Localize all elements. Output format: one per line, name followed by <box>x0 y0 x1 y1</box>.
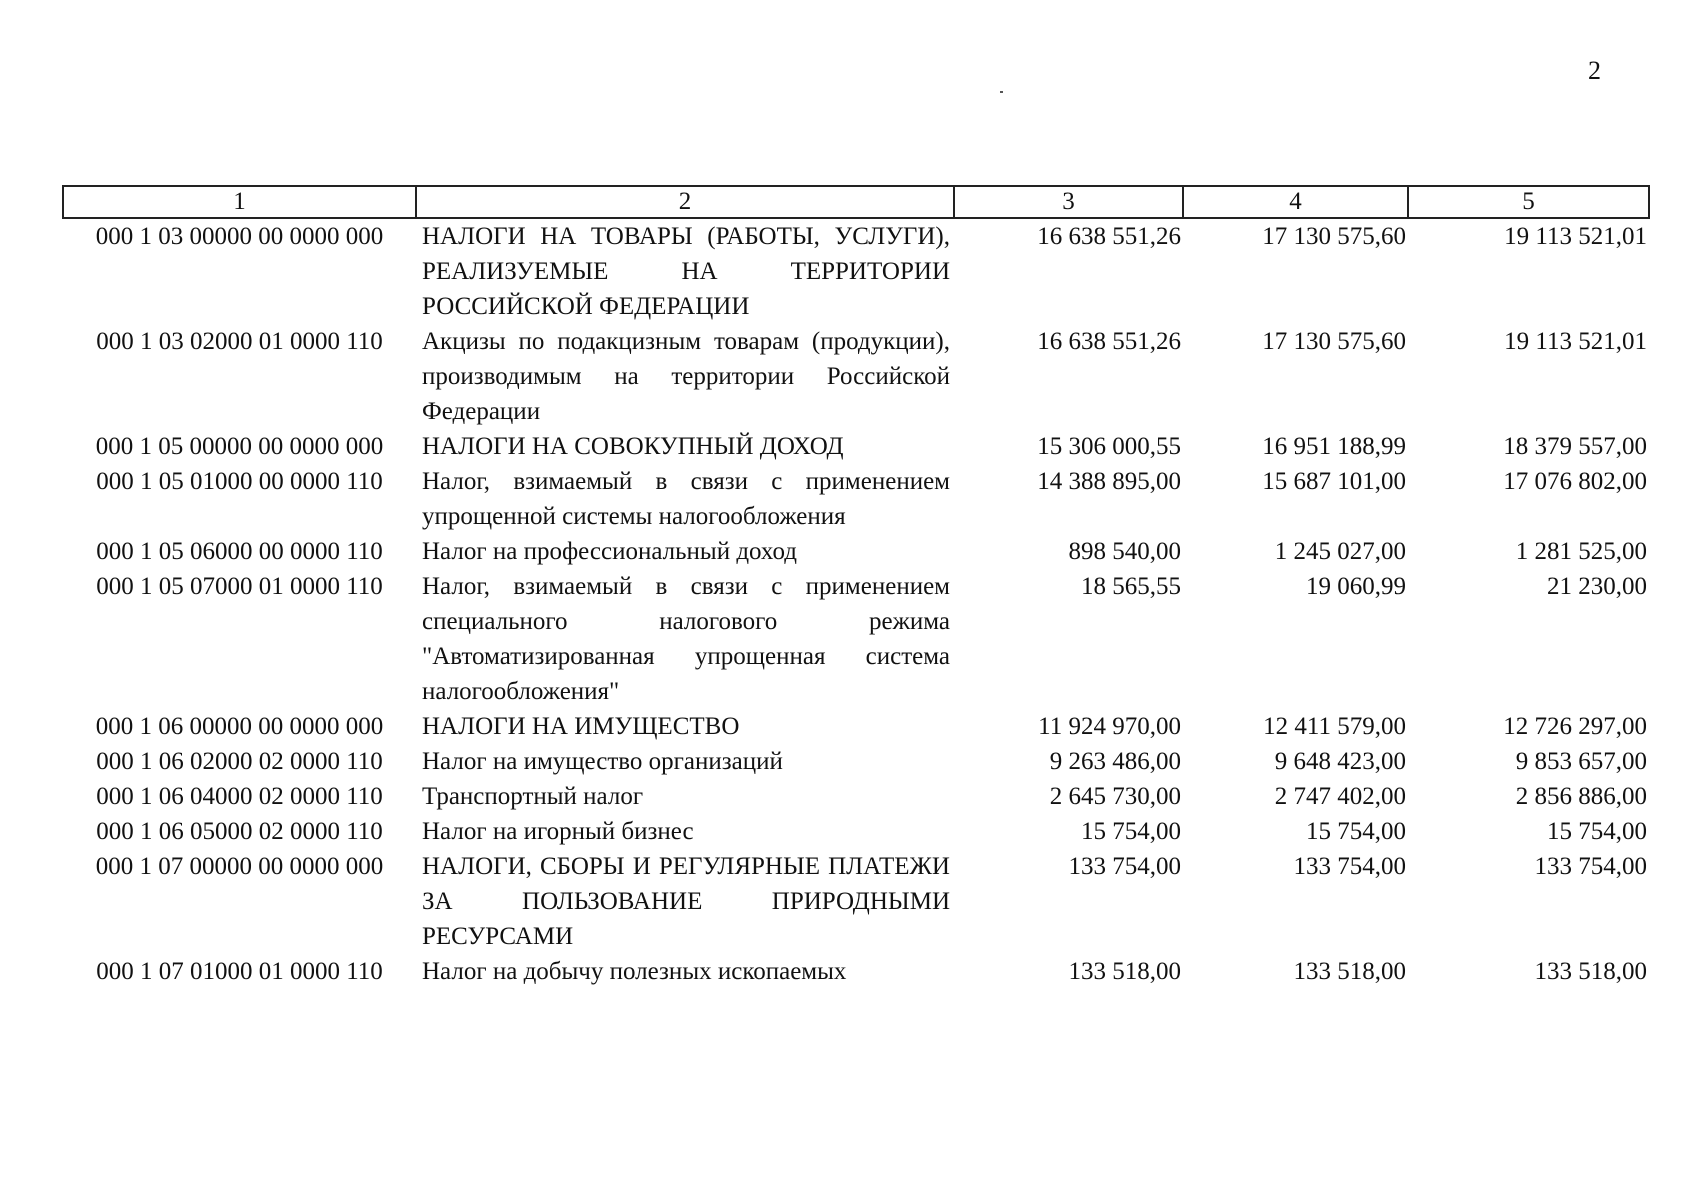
revenue-name-cell: Налог, взимаемый в связи с применением специального налогового режима "Автоматизированная упрощенная система налогообложения" <box>422 573 950 705</box>
table-row <box>63 849 1649 954</box>
revenue-name-cell: Транспортный налог <box>422 783 644 810</box>
value-col-3-cell: 2 645 730,00 <box>1049 783 1181 810</box>
value-col-4-cell: 15 754,00 <box>1306 818 1406 845</box>
value-col-3-cell: 11 924 970,00 <box>1038 713 1181 740</box>
value-col-5-cell: 2 856 886,00 <box>1515 783 1647 810</box>
value-col-4-cell: 9 648 423,00 <box>1274 748 1406 775</box>
header-row <box>63 186 1649 218</box>
budget-code-cell: 000 1 05 00000 00 0000 000 <box>95 433 384 460</box>
value-col-3-cell: 898 540,00 <box>1068 538 1181 565</box>
header-col-3: 3 <box>954 186 1183 218</box>
revenue-name-cell: Налог, взимаемый в связи с применением упрощенной системы налогообложения <box>422 468 950 530</box>
revenue-name-cell: НАЛОГИ НА ТОВАРЫ (РАБОТЫ, УСЛУГИ), РЕАЛИЗУЕМЫЕ НА ТЕРРИТОРИИ РОССИЙСКОЙ ФЕДЕРАЦИИ <box>422 223 950 320</box>
value-col-5-cell: 133 518,00 <box>1534 958 1647 985</box>
header-col-2: 2 <box>416 186 954 218</box>
value-col-4-cell: 12 411 579,00 <box>1263 713 1406 740</box>
header-col-1: 1 <box>63 186 416 218</box>
scan-artifact-dot <box>1000 91 1003 93</box>
budget-code-cell: 000 1 07 00000 00 0000 000 <box>95 853 384 880</box>
value-col-5-cell: 1 281 525,00 <box>1515 538 1647 565</box>
header-col-5: 5 <box>1408 186 1649 218</box>
budget-code-cell: 000 1 05 06000 00 0000 110 <box>96 538 383 565</box>
value-col-4-cell: 1 245 027,00 <box>1274 538 1406 565</box>
value-col-3-cell: 15 754,00 <box>1081 818 1181 845</box>
value-col-3-cell: 14 388 895,00 <box>1037 468 1181 495</box>
value-col-5-cell: 15 754,00 <box>1547 818 1647 845</box>
value-col-5-cell: 133 754,00 <box>1534 853 1647 880</box>
revenue-name-cell: НАЛОГИ НА ИМУЩЕСТВО <box>422 713 740 740</box>
table-row <box>63 429 1649 464</box>
value-col-4-cell: 17 130 575,60 <box>1262 328 1406 355</box>
revenue-name-cell: Налог на добычу полезных ископаемых <box>422 958 847 985</box>
table-row <box>63 744 1649 779</box>
table-row <box>63 954 1649 989</box>
value-col-4-cell: 17 130 575,60 <box>1262 223 1406 250</box>
table-row <box>63 324 1649 429</box>
revenue-name-cell: НАЛОГИ НА СОВОКУПНЫЙ ДОХОД <box>422 433 844 460</box>
revenue-name-cell: Акцизы по подакцизным товарам (продукции), производимым на территории Российской Федерации <box>422 328 950 425</box>
value-col-5-cell: 17 076 802,00 <box>1503 468 1647 495</box>
table-header <box>63 186 1649 218</box>
value-col-5-cell: 12 726 297,00 <box>1503 713 1647 740</box>
value-col-4-cell: 133 754,00 <box>1293 853 1406 880</box>
budget-code-cell: 000 1 06 00000 00 0000 000 <box>95 713 384 740</box>
value-col-5-cell: 19 113 521,01 <box>1504 328 1647 355</box>
budget-code-cell: 000 1 03 00000 00 0000 000 <box>95 223 384 250</box>
value-col-3-cell: 9 263 486,00 <box>1049 748 1181 775</box>
revenue-name-cell: НАЛОГИ, СБОРЫ И РЕГУЛЯРНЫЕ ПЛАТЕЖИ ЗА ПОЛЬЗОВАНИЕ ПРИРОДНЫМИ РЕСУРСАМИ <box>422 853 950 950</box>
page-number: 2 <box>1588 56 1601 85</box>
value-col-4-cell: 2 747 402,00 <box>1274 783 1406 810</box>
table-row <box>63 814 1649 849</box>
table-row <box>63 534 1649 569</box>
budget-code-cell: 000 1 05 01000 00 0000 110 <box>96 468 383 495</box>
budget-code-cell: 000 1 03 02000 01 0000 110 <box>96 328 383 355</box>
value-col-3-cell: 133 754,00 <box>1068 853 1181 880</box>
table-row <box>63 709 1649 744</box>
budget-code-cell: 000 1 05 07000 01 0000 110 <box>96 573 383 600</box>
budget-code-cell: 000 1 07 01000 01 0000 110 <box>96 958 383 985</box>
value-col-5-cell: 21 230,00 <box>1547 573 1647 600</box>
table-row <box>63 464 1649 534</box>
value-col-3-cell: 18 565,55 <box>1081 573 1181 600</box>
table-body <box>63 218 1649 989</box>
value-col-5-cell: 19 113 521,01 <box>1504 223 1647 250</box>
value-col-3-cell: 15 306 000,55 <box>1037 433 1181 460</box>
table-row <box>63 218 1649 324</box>
budget-revenue-table <box>62 185 1650 989</box>
value-col-3-cell: 133 518,00 <box>1068 958 1181 985</box>
value-col-3-cell: 16 638 551,26 <box>1037 223 1181 250</box>
budget-code-cell: 000 1 06 04000 02 0000 110 <box>96 783 383 810</box>
value-col-5-cell: 18 379 557,00 <box>1503 433 1647 460</box>
value-col-5-cell: 9 853 657,00 <box>1515 748 1647 775</box>
value-col-4-cell: 15 687 101,00 <box>1262 468 1406 495</box>
value-col-3-cell: 16 638 551,26 <box>1037 328 1181 355</box>
table-row <box>63 779 1649 814</box>
table-row <box>63 569 1649 709</box>
value-col-4-cell: 133 518,00 <box>1293 958 1406 985</box>
budget-code-cell: 000 1 06 02000 02 0000 110 <box>96 748 383 775</box>
value-col-4-cell: 19 060,99 <box>1306 573 1406 600</box>
budget-code-cell: 000 1 06 05000 02 0000 110 <box>96 818 383 845</box>
value-col-4-cell: 16 951 188,99 <box>1262 433 1406 460</box>
revenue-name-cell: Налог на игорный бизнес <box>422 818 694 845</box>
header-col-4: 4 <box>1183 186 1408 218</box>
revenue-name-cell: Налог на имущество организаций <box>422 748 783 775</box>
revenue-name-cell: Налог на профессиональный доход <box>422 538 797 565</box>
